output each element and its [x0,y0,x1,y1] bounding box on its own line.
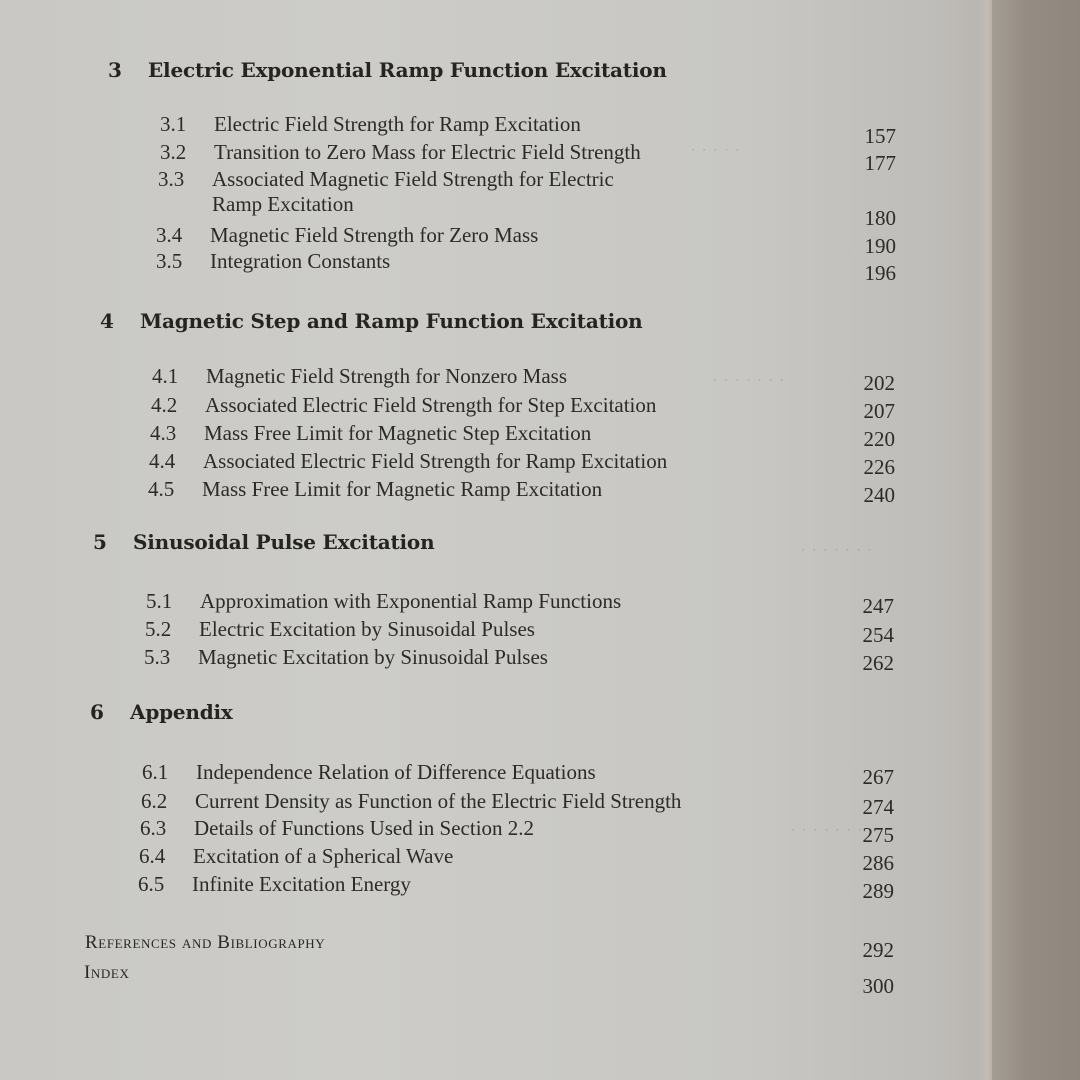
page-number: 207 [863,399,895,423]
section-title: Magnetic Field Strength for Nonzero Mass [206,364,568,388]
toc-entry[interactable] [138,872,411,897]
section-title: Integration Constants [210,249,391,273]
section-number: 5.2 [145,617,172,641]
chapter-number: 3 [108,58,122,82]
toc-entry[interactable] [156,223,538,248]
page-number: 240 [863,483,895,507]
page-number: 226 [863,455,895,479]
section-title: Transition to Zero Mass for Electric Field Strength [214,140,641,164]
backmatter-title: Index [84,962,130,983]
section-title: Associated Electric Field Strength for Step Excitation [205,393,657,417]
show-through-text: · · · · · · · [712,370,785,391]
toc-entry[interactable] [158,167,614,217]
chapter-number: 4 [100,309,114,333]
toc-entry[interactable] [139,844,453,869]
toc-entry[interactable] [151,393,656,418]
toc-entry[interactable] [148,477,602,502]
toc-entry[interactable] [142,760,596,785]
section-title: Magnetic Field Strength for Zero Mass [210,223,539,247]
section-title: Infinite Excitation Energy [192,872,411,896]
page-number: 177 [864,151,896,175]
toc-entry-index[interactable] [84,962,129,984]
show-through-text: · · · · · · · · [790,820,874,841]
chapter-number: 5 [93,530,107,554]
toc-entry[interactable] [152,364,567,389]
toc-entry[interactable] [141,789,681,814]
chapter-title: Sinusoidal Pulse Excitation [133,530,435,554]
page-number: 247 [862,594,894,618]
toc-entry-references[interactable] [85,932,325,954]
section-title: Electric Field Strength for Ramp Excitation [214,112,581,136]
section-title: Magnetic Excitation by Sinusoidal Pulses [198,645,548,669]
section-number: 3.5 [156,249,183,273]
page-number: 289 [862,879,894,903]
section-number: 5.3 [144,645,171,669]
chapter-number: 6 [90,700,104,724]
section-title: Details of Functions Used in Section 2.2 [194,816,535,840]
section-number: 6.4 [139,844,166,868]
show-through-text: · · · · · · · [800,540,873,561]
section-title: Independence Relation of Difference Equations [196,760,596,784]
section-number: 6.1 [142,760,169,784]
backmatter-title: References and Bibliography [85,932,326,953]
page-number: 254 [862,623,894,647]
toc-entry[interactable] [145,617,535,642]
section-number: 4.5 [148,477,175,501]
page-number: 202 [863,371,895,395]
section-title-continuation: Ramp Excitation [212,192,354,216]
section-title: Associated Electric Field Strength for Ramp Excitation [203,449,668,473]
toc-entry[interactable] [160,112,581,137]
chapter-heading [108,58,667,82]
section-number: 3.3 [158,167,185,191]
section-title: Associated Magnetic Field Strength for Electric [212,167,614,191]
section-number: 4.4 [149,449,176,473]
section-title: Electric Excitation by Sinusoidal Pulses [199,617,535,641]
toc-entry[interactable] [144,645,548,670]
section-number: 4.3 [150,421,177,445]
toc-entry[interactable] [140,816,534,841]
show-through-text: · · · · · [690,140,741,161]
section-title: Mass Free Limit for Magnetic Ramp Excitation [202,477,603,501]
section-number: 6.2 [141,789,168,813]
section-number: 3.4 [156,223,183,247]
section-number: 3.2 [160,140,187,164]
section-number: 6.3 [140,816,167,840]
page-number: 267 [862,765,894,789]
page-number: 262 [862,651,894,675]
page-number: 274 [862,795,894,819]
section-number: 6.5 [138,872,165,896]
page-number: 157 [864,124,896,148]
chapter-heading [93,530,434,554]
section-number: 4.2 [151,393,178,417]
section-number: 5.1 [146,589,173,613]
section-title: Approximation with Exponential Ramp Functions [200,589,622,613]
page-number: 292 [862,938,894,962]
background-beyond-page [992,0,1080,1080]
section-number: 3.1 [160,112,187,136]
chapter-heading [90,700,233,724]
page-number: 196 [864,261,896,285]
page-number: 220 [863,427,895,451]
page-number: 180 [864,206,896,230]
page-number: 275 [862,823,894,847]
toc-entry[interactable] [149,449,667,474]
section-title: Mass Free Limit for Magnetic Step Excitation [204,421,592,445]
toc-entry[interactable] [146,589,621,614]
section-title: Current Density as Function of the Electric Field Strength [195,789,682,813]
toc-entry[interactable] [160,140,641,165]
chapter-title: Magnetic Step and Ramp Function Excitation [140,309,643,333]
section-title: Excitation of a Spherical Wave [193,844,454,868]
page-number: 286 [862,851,894,875]
page-number: 300 [862,974,894,998]
chapter-title: Electric Exponential Ramp Function Excitation [148,58,667,82]
chapter-title: Appendix [130,700,233,724]
toc-entry[interactable] [156,249,390,274]
page-number: 190 [864,234,896,258]
section-number: 4.1 [152,364,179,388]
toc-entry[interactable] [150,421,591,446]
chapter-heading [100,309,643,333]
